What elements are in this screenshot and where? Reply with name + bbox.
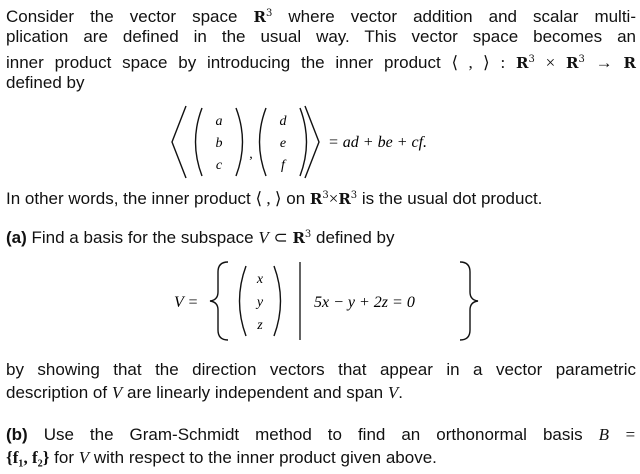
part-b-text: with respect to the inner product given above.: [93, 448, 437, 467]
vec2-entry-e: e: [279, 136, 287, 151]
left-angle-bracket: [172, 106, 186, 178]
part-a-text: are linearly independent and span: [126, 383, 384, 402]
reals-symbol: $R^3$: [566, 54, 585, 72]
vec1-entry-b: b: [215, 136, 223, 151]
arrow-symbol: →: [595, 53, 613, 72]
reals-symbol: $R^3$: [309, 190, 329, 208]
inner-product-symbol: ⟨ , ⟩: [451, 53, 490, 72]
left-brace: [210, 262, 228, 340]
right-brace: [460, 262, 478, 340]
vec2-entry-f: f: [281, 158, 285, 173]
period: .: [398, 383, 403, 402]
part-a-text: by showing that the direction vectors that appear in a vector parametric: [6, 360, 636, 379]
part-b-line-1: [6, 424, 636, 446]
reals-symbol: $R^3$: [338, 190, 358, 208]
subspace-symbol: V: [78, 448, 90, 467]
part-b-text: for: [54, 448, 74, 467]
remark-text: In other words, the inner product: [6, 189, 251, 208]
part-a-text: defined by: [316, 228, 395, 247]
times-symbol: ×: [328, 189, 339, 208]
intro-line-2: [6, 26, 636, 48]
subspace-symbol: V: [387, 383, 399, 402]
intro-text: where vector addition and scalar multi-: [288, 7, 636, 26]
basis-set: {f₁, f₂}: [6, 448, 50, 467]
intro-line-1: [6, 3, 636, 28]
intro-text: Consider the vector space: [6, 7, 238, 26]
set-lhs: V =: [174, 294, 199, 311]
vec2-right-paren: [300, 108, 307, 176]
setvec-entry-z: z: [257, 318, 263, 333]
reals-symbol: $R^3$: [516, 54, 535, 72]
setvec-entry-x: x: [256, 272, 264, 287]
part-b-line-2: [6, 447, 636, 469]
setvec-left-paren: [240, 266, 247, 336]
intro-text: inner product space by introducing the inner product: [6, 53, 441, 72]
basis-lhs: B =: [598, 425, 636, 444]
vec1-left-paren: [196, 108, 203, 176]
subspace-definition: [0, 256, 640, 346]
setvec-right-paren: [274, 266, 281, 336]
setvec-entry-y: y: [256, 295, 264, 310]
reals-symbol: R: [623, 54, 636, 72]
reals-symbol: $R^3$: [292, 229, 312, 247]
remark-text: is the usual dot product.: [361, 189, 543, 208]
part-a-after-line-1: [6, 359, 636, 381]
times-symbol: ×: [545, 53, 556, 72]
vec1-entry-c: c: [215, 158, 223, 173]
definition-rhs: = ad + be + cf.: [328, 134, 428, 151]
part-a-after-line-2: [6, 382, 636, 404]
vec1-right-paren: [236, 108, 243, 176]
set-condition: 5x − y + 2z = 0: [314, 294, 415, 311]
intro-text: defined by: [6, 73, 85, 92]
vec2-left-paren: [260, 108, 267, 176]
vec2-entry-d: d: [279, 114, 287, 129]
inner-product-symbol: ⟨ , ⟩: [255, 189, 282, 208]
subspace-symbol: V: [111, 383, 123, 402]
subset-symbol: ⊂: [273, 228, 288, 247]
subspace-symbol: V: [258, 228, 269, 247]
reals-symbol: $R^3$: [253, 8, 273, 26]
vector-comma: ,: [249, 147, 253, 162]
intro-line-4: [6, 72, 636, 94]
vec1-entry-a: a: [215, 114, 223, 129]
part-b-label: (b): [6, 425, 28, 444]
intro-line-3: [6, 49, 636, 74]
remark-text: on: [286, 189, 306, 208]
part-a-text: description of: [6, 383, 108, 402]
inner-product-definition: [0, 100, 640, 188]
part-a-line: [6, 224, 636, 249]
remark-line: [6, 185, 636, 210]
part-a-label: (a): [6, 228, 27, 247]
intro-text: plication are defined in the usual way. This vector space becomes an: [6, 27, 636, 46]
colon: :: [500, 53, 506, 72]
part-b-text: Use the Gram-Schmidt method to find an orthonormal basis: [43, 425, 583, 444]
part-a-text: Find a basis for the subspace: [31, 228, 254, 247]
